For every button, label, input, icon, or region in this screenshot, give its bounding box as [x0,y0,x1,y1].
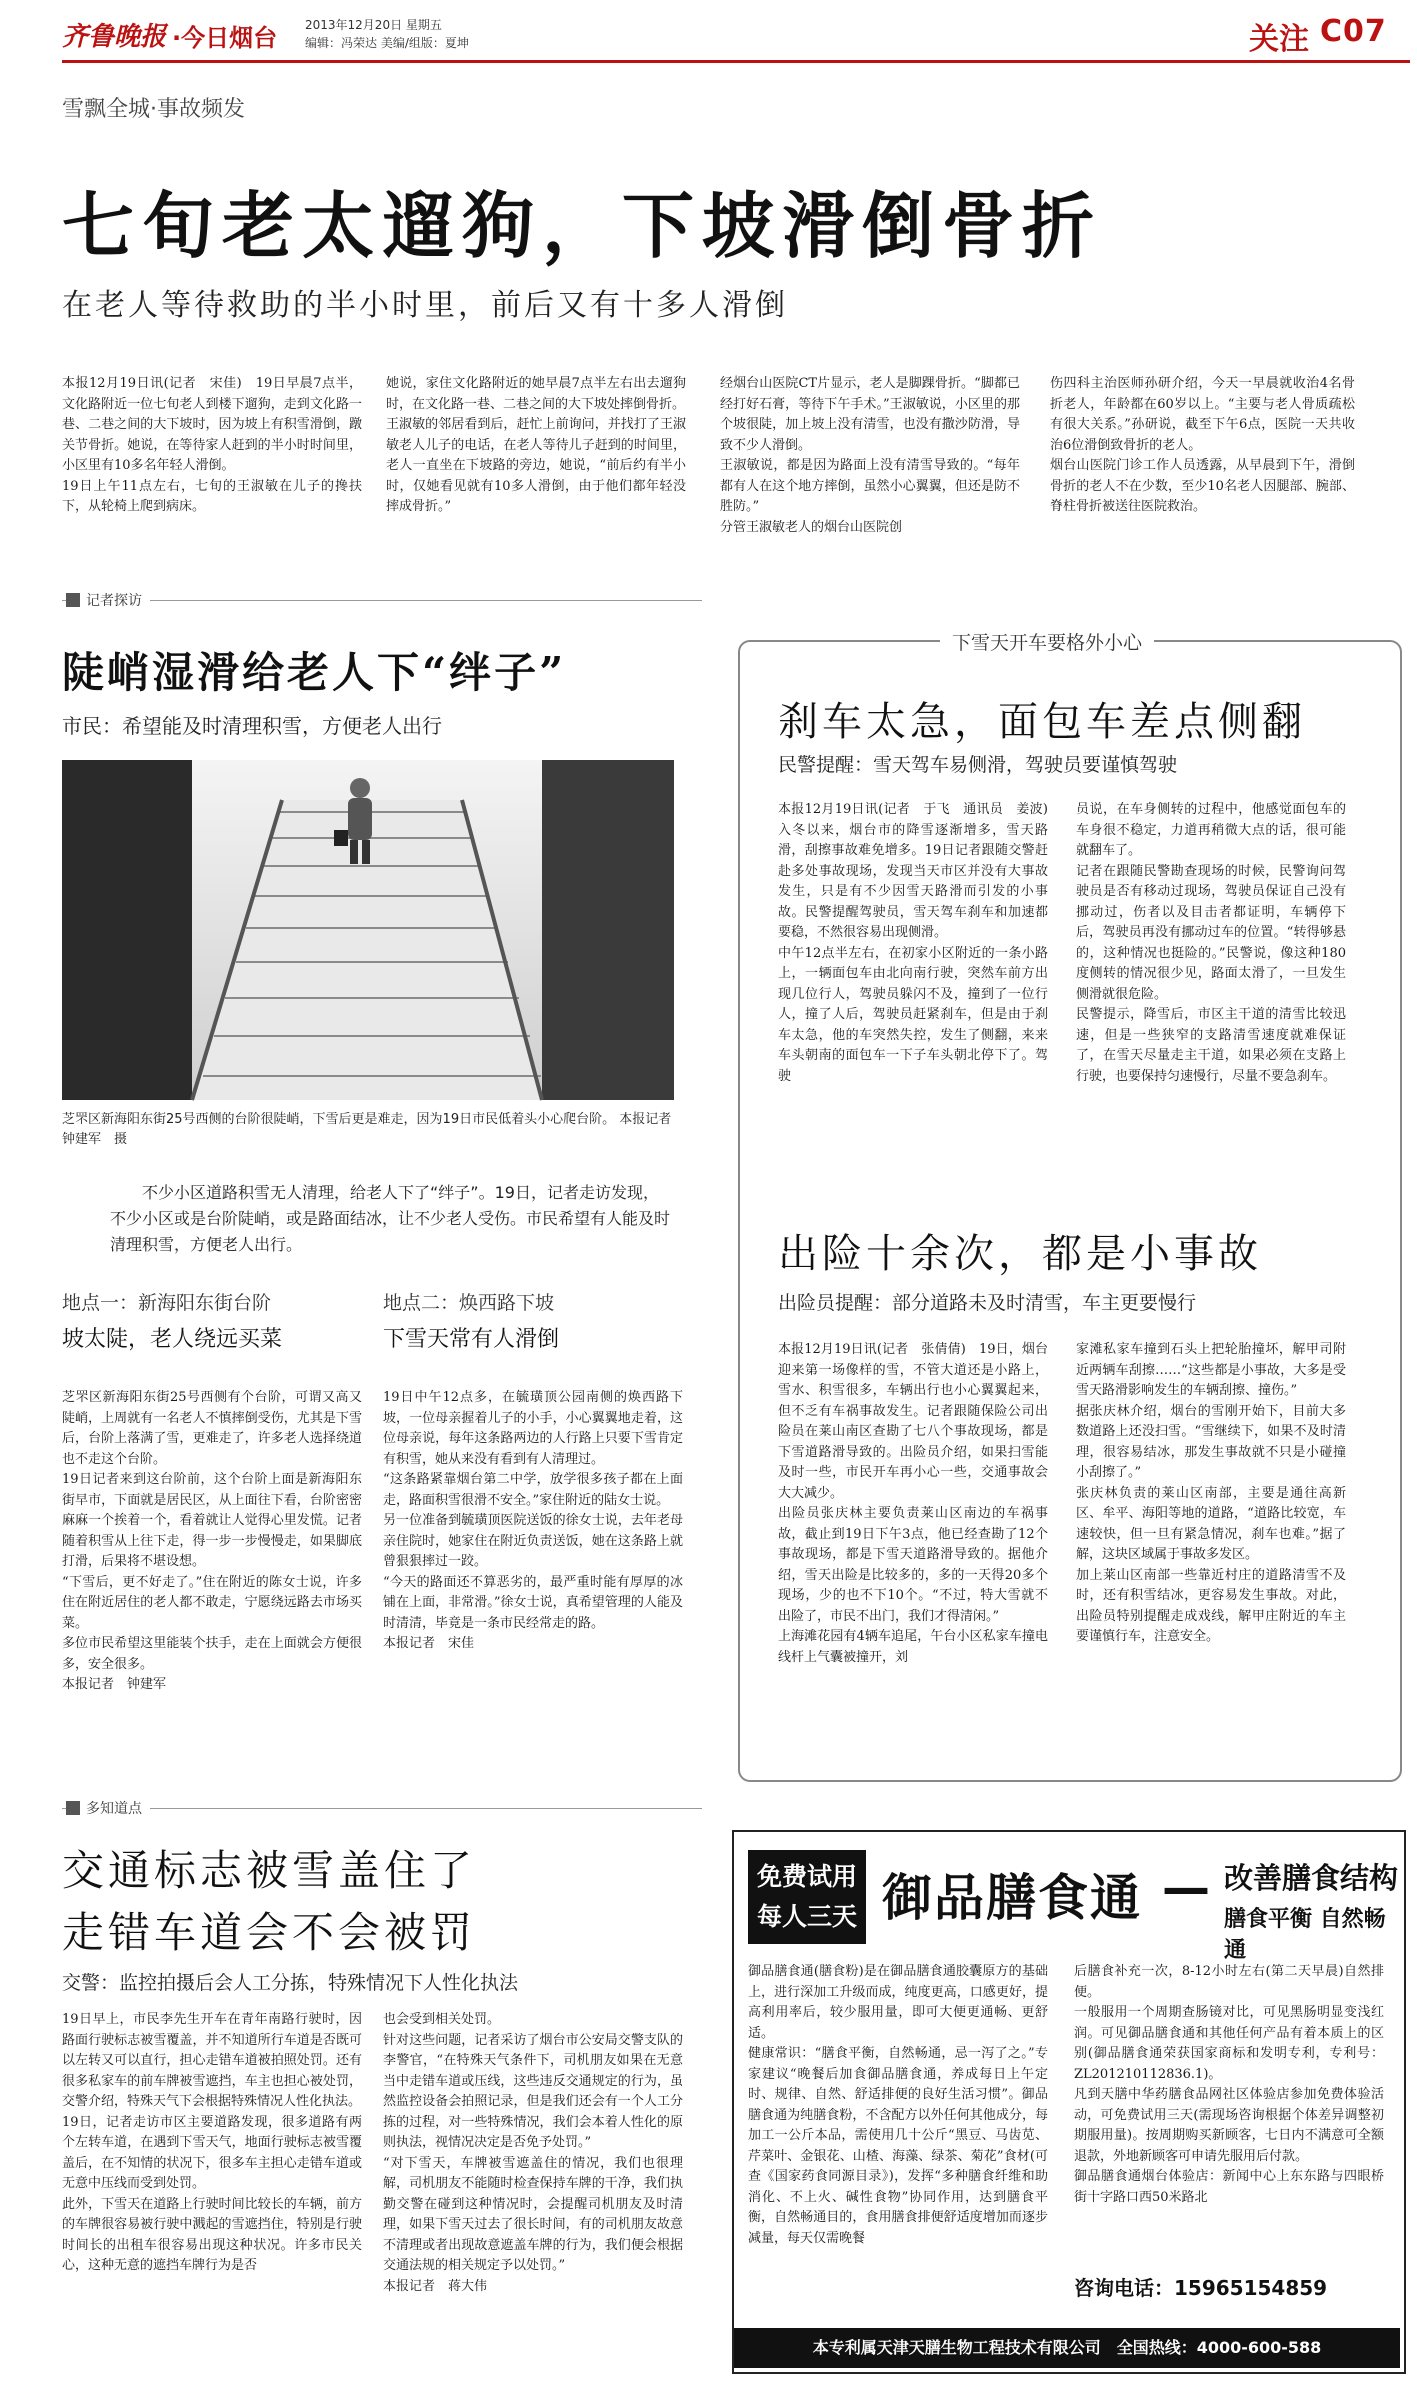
story1-headline: 刹车太急，面包车差点侧翻 [778,699,1306,745]
right-box-title: 下雪天开车要格外小心 [940,628,1154,655]
ad-col-1: 御品膳食通(膳食粉)是在御品膳食通胶囊原方的基础上，进行深加工升级而成，纯度更高，口感更好，提高利用率后，较少服用量，即可大便更通畅、更舒适。 健康常识：“膳食平衡，自然畅通，忌一泻了之。”专家建议“晚餐后加食御品膳食通，养成每日上午定时、规律、自然、舒适排便的良好生活习惯”。御品膳食通为纯膳食粉，不含配方以外任何其他成分，每加工一公斤本品，需使用几十公斤“黑豆、马齿苋、芹菜叶、金银花、山楂、海藻、绿茶、菊花”食材(可查《国家药食同源目录》)，发挥“多种膳食纤维和助消化、不上火、碱性食物”协同作用，达到膳食平衡，自然畅通目的，食用膳食排便舒适度增加而逐步减量，每天仅需晚餐 [748,1964,1048,2246]
left-story-lead: 不少小区道路积雪无人清理，给老人下了“绊子”。19日，记者走访发现，不少小区或是台阶陡峭，或是路面结冰，让不少老人受伤。市民希望有人能及时清理积雪，方便老人出行。 [110,1183,671,1254]
spot2-title: 下雪天常有人滑倒 [383,1327,560,1352]
staircase-photo [62,760,674,1100]
bottom-col-1: 19日早上，市民李先生开车在青年南路行驶时，因路面行驶标志被雪覆盖，并不知道所行车道是否既可以左转又可以直行，担心走错车道被拍照处罚。还有很多私家车的前车牌被雪遮挡，车主也担心被处罚，交警介绍，特殊天气下会根据特殊情况人性化执法。 19日，记者走访市区主要道路发现，很多道路有两个左转车道，在遇到下雪天气，地面行驶标志被雪覆盖后，在不知情的状况下，很多车主担心走错车道或无意中压线而受到处罚。 此外，下雪天在道路上行驶时间比较长的车辆，前方的车牌很容易被行驶中溅起的雪遮挡住，特别是行驶时间长的出租车很容易出现这种状况。许多市民关心，这种无意的遮挡车牌行为是否 [62,2012,362,2273]
bottom-story-top-rule [62,1808,702,1809]
spot1-label: 地点一：新海阳东街台阶 [62,1292,272,1314]
left-story-headline: 陡峭湿滑给老人下“绊子” [62,648,567,697]
date-line: 2013年12月20日 星期五 [305,18,442,32]
main-story-col-4: 伤四科主治医师孙研介绍，今天一早晨就收治4名骨折老人，年龄都在60岁以上。“主要与老人骨质疏松有很大关系。”孙研说，截至下午6点，医院一天共收治6位滑倒致骨折的老人。 烟台山医院门诊工作人员透露，从早晨到下午，滑倒骨折的老人不在少数，至少10名老人因腿部、腕部、脊柱骨折被送往医院救治。 [1050,376,1355,514]
bottom-col-2: 也会受到相关处罚。 针对这些问题，记者采访了烟台市公安局交警支队的李警官，“在特殊天气条件下，司机朋友如果在无意当中走错车道或压线，这些违反交通规定的行为，虽然监控设备会拍照记录，但是我们还会有一个人工分拣的过程，对一些特殊情况，我们会本着人性化的原则执法，视情况决定是否免予处罚。” “对下雪天，车牌被雪遮盖住的情况，我们也很理解，司机朋友不能随时检查保持车牌的干净，我们执勤交警在碰到这种情况时，会提醒司机朋友及时清理，如果下雪天过去了很长时间，有的司机朋友故意不清理或者出现故意遮盖车牌的行为，我们便会根据交通法规的相关规定予以处罚。” 本报记者 蒋大伟 [383,2012,683,2294]
main-headline: 七旬老太遛狗，下坡滑倒骨折 [62,183,1103,268]
bottom-headline-line-2: 走错车道会不会被罚 [62,1908,477,1957]
masthead-rule [62,60,1410,63]
story2-subhead: 出险员提醒：部分道路未及时清雪，车主更要慢行 [778,1292,1197,1314]
story2-col-1: 本报12月19日讯(记者 张倩倩) 19日，烟台迎来第一场像样的雪，不管大道还是小路上，雪水、积雪很多，车辆出行也小心翼翼起来，但不乏有车祸事故发生。记者跟随保险公司出险员在莱山南区查勘了七八个事故现场，都是下雪道路滑导致的。出险员介绍，如果扫雪能及时一些，市民开车再小心一些，交通事故会大大减少。 出险员张庆林主要负责莱山区南边的车祸事故，截止到19日下午3点，他已经查勘了12个事故现场，都是下雪天道路滑导致的。据他介绍，雪天出险是比较多的，多的一天得20多个现场，少的也不下10个。“不过，特大雪就不出险了，市民不出门，我们才得清闲。” 上海滩花园有4辆车追尾，午台小区私家车撞电线杆上气囊被撞开，刘 [778,1342,1048,1665]
left-story-subhead: 市民：希望能及时清理积雪，方便老人出行 [62,714,442,738]
masthead [0,0,1417,60]
section-name: ·今日烟台 [172,24,278,52]
main-story-col-3: 经烟台山医院CT片显示，老人是脚踝骨折。“脚都已经打好石膏，等待下午手术。”王淑敏说，小区里的那个坡很陡，加上坡上没有清雪，也没有撒沙防滑，导致不少人滑倒。 王淑敏说，都是因为路面上没有清雪导致的。“每年都有人在这个地方摔倒，虽然小心翼翼，但还是防不胜防。” 分管王淑敏老人的烟台山医院创 [720,376,1020,535]
ad-hotline-number: 15965154859 [1174,2276,1328,2300]
spot2-body: 19日中午12点多，在毓璜顶公园南侧的焕西路下坡，一位母亲握着儿子的小手，小心翼翼地走着，这位母亲说，每年这条路两边的人行路上只要下雪肯定有积雪，她从来没有看到有人清理过。 “这条路紧靠烟台第二中学，放学很多孩子都在上面走，路面积雪很滑不安全。”家住附近的陆女士说。 另一位准备到毓璜顶医院送饭的徐女士说，去年老母亲住院时，她家住在附近负责送饭，她在这条路上就曾狠狠摔过一跤。 “今天的路面还不算恶劣的，最严重时能有厚厚的冰铺在上面，非常滑。”徐女士说，真希望管理的人能及时清清，毕竟是一条市民经常走的路。 本报记者 宋佳 [383,1390,683,1651]
bottom-story-tag: 多知道点 [66,1798,150,1818]
ad-dash: — [1162,1860,1210,1916]
bottom-subhead: 交警：监控拍摄后会人工分拣，特殊情况下人性化执法 [62,1972,519,1994]
editors-line: 编辑：冯荣达 美编/组版：夏坤 [305,36,469,50]
spot2-label: 地点二：焕西路下坡 [383,1292,555,1314]
left-story-top-rule [62,600,702,601]
ad-footer: 本专利属天津天膳生物工程技术有限公司 全国热线：4000-600-588 [734,2328,1400,2368]
ad-slogan-1: 改善膳食结构 [1224,1861,1399,1895]
staircase-photo-art [62,760,674,1100]
page-number: C07 [1320,14,1387,49]
story1-col-2: 员说，在车身侧转的过程中，他感觉面包车的车身很不稳定，力道再稍微大点的话，很可能就翻车了。 记者在跟随民警勘查现场的时候，民警询问驾驶员是否有移动过现场，驾驶员保证自己没有挪动过，伤者以及目击者都证明，车辆停下后，驾驶员再没有挪动过车的位置。“转得够悬的，这种情况也挺险的。”民警说，像这种180度侧转的情况很少见，路面太滑了，一旦发生侧滑就很危险。 民警提示，降雪后，市区主干道的清雪比较迅速，但是一些狭窄的支路清雪速度就难保证了，在雪天尽量走主干道，如果必须在支路上行驶，也要保持匀速慢行，尽量不要急刹车。 [1076,802,1346,1084]
story1-subhead: 民警提醒：雪天驾车易侧滑，驾驶员要谨慎驾驶 [778,754,1178,776]
left-story-tag: 记者探访 [66,590,150,610]
ad-slogan-2: 膳食平衡 自然畅通 [1224,1907,1386,1963]
ad-hotline [1074,2272,1327,2301]
spot1-title: 坡太陡，老人绕远买菜 [62,1327,283,1352]
main-story-col-1: 本报12月19日讯(记者 宋佳) 19日早晨7点半，文化路附近一位七旬老人到楼下遛狗，走到文化路一巷、二巷之间的大下坡时，因为坡上有积雪滑倒，蹾关节骨折。她说，在等待家人赶到的半小时时间里，小区里有10多名年轻人滑倒。 19日上午11点左右，七旬的王淑敏在儿子的搀扶下，从轮椅上爬到病床。 [62,376,362,514]
ad-badge-line-2: 每人三天 [756,1902,857,1931]
spot1-body: 芝罘区新海阳东街25号西侧有个台阶，可谓又高又陡峭，上周就有一名老人不慎摔倒受伤，尤其是下雪后，台阶上落满了雪，更难走了，许多老人选择绕道也不走这个台阶。 19日记者来到这台阶前，这个台阶上面是新海阳东街早市，下面就是居民区，从上面往下看，台阶密密麻麻一个挨着一个，看着就让人觉得心里发慌。记者随着积雪从上往下走，得一步一步慢慢走，如果脚底打滑，后果将不堪设想。 “下雪后，更不好走了。”住在附近的陈女士说，许多住在附近居住的老人都不敢走，宁愿绕远路去市场买菜。 多位市民希望这里能装个扶手，走在上面就会方便很多，安全很多。 本报记者 钟建军 [62,1390,362,1692]
bottom-headline-line-1: 交通标志被雪盖住了 [62,1846,477,1895]
ad-col-2: 后膳食补充一次，8-12小时左右(第二天早晨)自然排便。 一般服用一个周期查肠镜对比，可见黑肠明显变浅红润。可见御品膳食通和其他任何产品有着本质上的区别(御品膳食通荣获国家商标和发明专利，专利号：ZL201210112836.1)。 凡到天膳中华药膳食品网社区体验店参加免费体验活动，可免费试用三天(需现场咨询根据个体差异调整初期服用量)。按周期购买新顾客，七日内不满意可全额退款，外地新顾客可申请先服用后付款。 御品膳食通烟台体验店：新闻中心上东东路与四眼桥街十字路口西50米路北 [1074,1964,1384,2205]
story1-col-1: 本报12月19日讯(记者 于飞 通讯员 姜波) 入冬以来，烟台市的降雪逐渐增多，雪天路滑，刮擦事故难免增多。19日记者跟随交警赶赴多处事故现场，发现当天市区并没有大事故发生，只是有不少因雪天路滑而引发的小事故。民警提醒驾驶员，雪天驾车刹车和加速都要稳，不然很容易出现侧滑。 中午12点半左右，在初家小区附近的一条小路上，一辆面包车由北向南行驶，突然车前方出现几位行人，驾驶员躲闪不及，撞到了一位行人，撞了人后，驾驶员赶紧刹车，但是由于刹车太急，他的车突然失控，发生了侧翻，来来车头朝南的面包车一下子车头朝北停下了。驾驶 [778,802,1048,1084]
story2-col-2: 家滩私家车撞到石头上把轮胎撞坏，解甲司附近两辆车刮擦……“这些都是小事故，大多是受雪天路滑影响发生的车辆刮擦、撞伤。” 据张庆林介绍，烟台的雪刚开始下，目前大多数道路上还没扫雪。“雪继续下，如果不及时清理，很容易结冰，那发生事故就不只是小碰撞小刮擦了。” 张庆林负责的莱山区南部，主要是通往高新区、牟平、海阳等地的道路，“道路比较宽，车速较快，但一旦有紧急情况，刹车也难。”据了解，这块区域属于事故多发区。 加上莱山区南部一些靠近村庄的道路清雪不及时，还有积雪结冰，更容易发生事故。对此，出险员特别提醒走成戏线，解甲庄附近的车主要谨慎行车，注意安全。 [1076,1342,1346,1644]
focus-label: 关注 [1249,22,1309,57]
paper-logo: 齐鲁晚报 [62,22,167,52]
ad-badge [748,1850,866,1944]
ad-brand: 御品膳食通 [882,1869,1142,1927]
ad-hotline-label: 咨询电话： [1074,2276,1174,2300]
ad-badge-line-1: 免费试用 [756,1862,857,1891]
photo-caption: 芝罘区新海阳东街25号西侧的台阶很陡峭，下雪后更是难走，因为19日市民低着头小心爬台阶。 本报记者 钟建军 摄 [62,1112,685,1147]
topic-banner: 雪飘全城·事故频发 [62,97,245,122]
main-story-col-2: 她说，家住文化路附近的她早晨7点半左右出去遛狗时，在文化路一巷、二巷之间的大下坡处摔倒骨折。 王淑敏的邻居看到后，赶忙上前询问，并找打了王淑敏老人儿子的电话，在老人等待儿子赶到的时间里，老人一直坐在下坡路的旁边，她说，“前后约有半小时，仅她看见就有10多人滑倒，由于他们都年轻没摔成骨折。” [386,376,686,514]
ad-box [732,1830,1406,2374]
main-subhead: 在老人等待救助的半小时里，前后又有十多人滑倒 [62,288,788,323]
story2-headline: 出险十余次，都是小事故 [778,1231,1262,1277]
